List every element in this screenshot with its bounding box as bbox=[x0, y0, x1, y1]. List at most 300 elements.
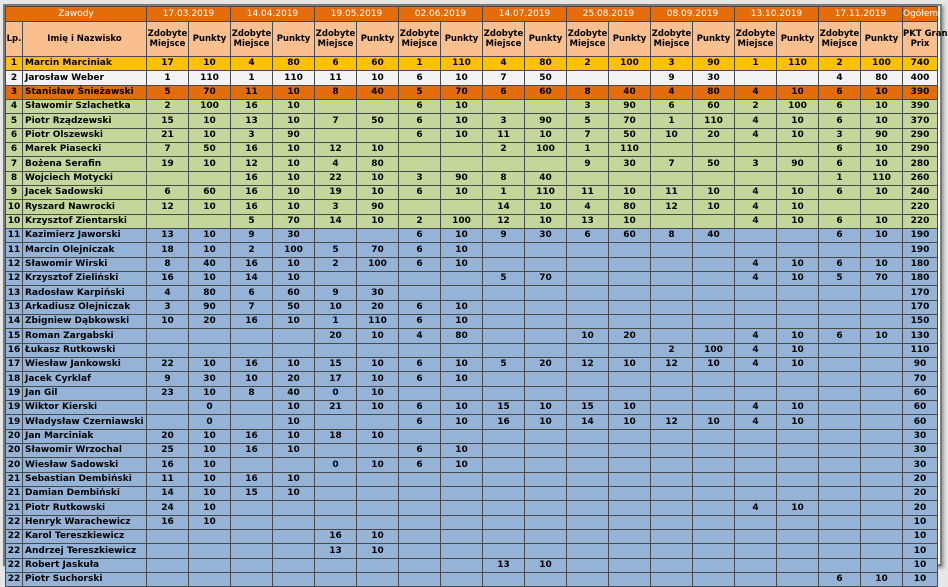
points-cell bbox=[525, 516, 567, 530]
points-cell bbox=[525, 243, 567, 258]
place-cell: 16 bbox=[231, 143, 273, 157]
points-cell bbox=[693, 573, 735, 587]
points-cell: 60 bbox=[273, 286, 315, 301]
table-row bbox=[6, 129, 938, 143]
points-cell bbox=[861, 415, 903, 430]
points-cell: 10 bbox=[861, 573, 903, 587]
place-cell: 11 bbox=[483, 129, 525, 143]
points-cell: 10 bbox=[189, 358, 231, 372]
points-cell bbox=[693, 272, 735, 286]
total-cell: 20 bbox=[903, 501, 938, 516]
place-cell: 9 bbox=[567, 157, 609, 172]
place-cell: 3 bbox=[231, 129, 273, 143]
points-cell: 10 bbox=[441, 243, 483, 258]
points-cell: 90 bbox=[861, 129, 903, 143]
place-cell: 4 bbox=[735, 329, 777, 344]
points-cell bbox=[189, 172, 231, 186]
table-row bbox=[6, 86, 938, 100]
name-cell: Robert Jaskuła bbox=[23, 559, 147, 573]
points-cell bbox=[441, 286, 483, 301]
points-cell: 60 bbox=[609, 229, 651, 243]
place-cell: 1 bbox=[147, 71, 189, 86]
lp-cell: 21 bbox=[6, 473, 23, 487]
points-header: Punkty bbox=[273, 22, 315, 57]
points-cell bbox=[609, 243, 651, 258]
place-cell: 5 bbox=[315, 243, 357, 258]
place-cell bbox=[567, 272, 609, 286]
points-cell bbox=[357, 100, 399, 114]
place-cell: 6 bbox=[483, 86, 525, 100]
place-cell: 6 bbox=[819, 573, 861, 587]
points-cell: 10 bbox=[777, 186, 819, 200]
place-cell bbox=[231, 544, 273, 559]
table-row bbox=[6, 243, 938, 258]
ranking-table bbox=[5, 6, 948, 587]
place-cell: 3 bbox=[483, 114, 525, 129]
points-cell: 10 bbox=[357, 458, 399, 473]
place-cell: 21 bbox=[147, 129, 189, 143]
points-cell bbox=[777, 372, 819, 387]
points-cell: 10 bbox=[273, 430, 315, 444]
date-header: 13.10.2019 bbox=[735, 7, 819, 22]
place-cell: 10 bbox=[315, 301, 357, 315]
points-cell: 10 bbox=[861, 229, 903, 243]
points-cell bbox=[273, 458, 315, 473]
place-cell bbox=[651, 501, 693, 516]
total-cell: 170 bbox=[903, 286, 938, 301]
points-cell: 10 bbox=[273, 143, 315, 157]
total-cell: 240 bbox=[903, 186, 938, 200]
lp-cell: 12 bbox=[6, 258, 23, 272]
total-cell: 280 bbox=[903, 157, 938, 172]
place-cell bbox=[819, 530, 861, 544]
points-cell bbox=[609, 71, 651, 86]
place-cell bbox=[735, 530, 777, 544]
lp-header: Lp. bbox=[6, 22, 23, 57]
place-cell bbox=[483, 573, 525, 587]
place-cell bbox=[399, 473, 441, 487]
points-cell bbox=[693, 301, 735, 315]
total-cell: 740 bbox=[903, 57, 938, 71]
points-cell: 10 bbox=[777, 415, 819, 430]
table-row bbox=[6, 258, 938, 272]
place-cell: 6 bbox=[399, 229, 441, 243]
points-cell bbox=[777, 301, 819, 315]
points-cell: 10 bbox=[357, 172, 399, 186]
place-cell bbox=[651, 172, 693, 186]
name-cell: Stanisław Śnieżawski bbox=[23, 86, 147, 100]
name-cell: Wiesław Sadowski bbox=[23, 458, 147, 473]
table-row bbox=[6, 387, 938, 401]
place-cell: 9 bbox=[147, 372, 189, 387]
place-cell: 6 bbox=[399, 71, 441, 86]
table-row bbox=[6, 215, 938, 229]
total-cell: 10 bbox=[903, 544, 938, 559]
place-cell bbox=[651, 315, 693, 329]
place-cell bbox=[651, 329, 693, 344]
points-cell: 10 bbox=[441, 129, 483, 143]
points-cell bbox=[357, 272, 399, 286]
points-cell bbox=[273, 501, 315, 516]
place-cell bbox=[735, 573, 777, 587]
points-cell: 10 bbox=[357, 329, 399, 344]
total-cell: 30 bbox=[903, 458, 938, 473]
points-cell: 90 bbox=[189, 301, 231, 315]
points-cell: 10 bbox=[273, 157, 315, 172]
place-cell bbox=[483, 458, 525, 473]
place-cell: 12 bbox=[483, 215, 525, 229]
points-cell bbox=[861, 487, 903, 501]
total-cell: 290 bbox=[903, 143, 938, 157]
name-cell: Piotr Rutkowski bbox=[23, 501, 147, 516]
points-cell: 110 bbox=[777, 57, 819, 71]
place-cell bbox=[231, 559, 273, 573]
points-cell bbox=[861, 473, 903, 487]
place-cell: 2 bbox=[399, 215, 441, 229]
place-cell: 15 bbox=[567, 401, 609, 415]
points-cell bbox=[609, 559, 651, 573]
points-cell: 10 bbox=[777, 501, 819, 516]
points-cell bbox=[693, 430, 735, 444]
lp-cell: 8 bbox=[6, 172, 23, 186]
points-cell bbox=[273, 544, 315, 559]
points-cell: 110 bbox=[189, 71, 231, 86]
place-cell bbox=[315, 229, 357, 243]
place-cell: 6 bbox=[399, 401, 441, 415]
place-cell: 4 bbox=[735, 86, 777, 100]
points-cell bbox=[693, 487, 735, 501]
points-cell bbox=[693, 401, 735, 415]
points-cell: 10 bbox=[189, 272, 231, 286]
place-cell bbox=[819, 243, 861, 258]
place-cell: 16 bbox=[231, 186, 273, 200]
points-header: Punkty bbox=[693, 22, 735, 57]
date-header: 14.07.2019 bbox=[483, 7, 567, 22]
points-cell bbox=[693, 444, 735, 458]
place-cell: 12 bbox=[147, 200, 189, 215]
place-cell: 6 bbox=[819, 100, 861, 114]
place-cell: 4 bbox=[735, 200, 777, 215]
place-header-line: Miejsce bbox=[737, 39, 774, 49]
place-cell bbox=[483, 286, 525, 301]
place-cell bbox=[399, 516, 441, 530]
place-cell: 6 bbox=[315, 57, 357, 71]
place-cell: 23 bbox=[147, 387, 189, 401]
place-cell bbox=[483, 258, 525, 272]
place-cell bbox=[483, 501, 525, 516]
place-cell bbox=[567, 487, 609, 501]
points-cell: 110 bbox=[441, 57, 483, 71]
place-cell bbox=[399, 559, 441, 573]
lp-cell: 4 bbox=[6, 100, 23, 114]
place-cell: 9 bbox=[483, 229, 525, 243]
place-cell: 9 bbox=[651, 71, 693, 86]
place-cell: 6 bbox=[567, 229, 609, 243]
total-cell: 170 bbox=[903, 301, 938, 315]
place-cell bbox=[399, 501, 441, 516]
points-cell: 10 bbox=[525, 200, 567, 215]
points-cell: 10 bbox=[441, 358, 483, 372]
place-cell: 20 bbox=[315, 329, 357, 344]
points-cell bbox=[777, 516, 819, 530]
points-cell bbox=[861, 444, 903, 458]
place-cell: 22 bbox=[315, 172, 357, 186]
points-cell: 10 bbox=[609, 186, 651, 200]
points-cell: 0 bbox=[189, 415, 231, 430]
points-cell bbox=[189, 344, 231, 358]
points-cell bbox=[525, 157, 567, 172]
points-cell: 110 bbox=[273, 71, 315, 86]
total-cell: 10 bbox=[903, 516, 938, 530]
place-cell bbox=[483, 157, 525, 172]
points-cell: 10 bbox=[441, 71, 483, 86]
place-cell: 1 bbox=[399, 57, 441, 71]
place-cell bbox=[651, 473, 693, 487]
place-cell: 17 bbox=[315, 372, 357, 387]
points-cell: 10 bbox=[861, 100, 903, 114]
points-cell: 10 bbox=[357, 372, 399, 387]
lp-cell: 19 bbox=[6, 415, 23, 430]
points-cell bbox=[609, 430, 651, 444]
points-cell bbox=[441, 473, 483, 487]
place-cell: 4 bbox=[819, 71, 861, 86]
total-cell: 390 bbox=[903, 86, 938, 100]
place-cell bbox=[399, 387, 441, 401]
points-cell: 10 bbox=[189, 57, 231, 71]
points-cell: 80 bbox=[273, 57, 315, 71]
points-header: Punkty bbox=[861, 22, 903, 57]
place-cell: 10 bbox=[567, 329, 609, 344]
points-cell: 10 bbox=[777, 114, 819, 129]
table-row bbox=[6, 573, 938, 587]
total-cell: 220 bbox=[903, 200, 938, 215]
place-cell: 4 bbox=[651, 86, 693, 100]
place-cell: 5 bbox=[483, 358, 525, 372]
place-cell bbox=[483, 100, 525, 114]
points-cell: 10 bbox=[861, 114, 903, 129]
place-cell bbox=[483, 544, 525, 559]
place-cell: 2 bbox=[483, 143, 525, 157]
points-cell: 100 bbox=[525, 143, 567, 157]
place-cell: 25 bbox=[147, 444, 189, 458]
points-cell bbox=[861, 430, 903, 444]
points-cell bbox=[777, 530, 819, 544]
place-cell: 7 bbox=[315, 114, 357, 129]
place-cell: 7 bbox=[567, 129, 609, 143]
place-cell bbox=[651, 286, 693, 301]
points-cell bbox=[861, 458, 903, 473]
place-cell bbox=[567, 430, 609, 444]
points-cell: 10 bbox=[777, 258, 819, 272]
total-cell: 20 bbox=[903, 473, 938, 487]
points-cell bbox=[441, 544, 483, 559]
points-cell: 50 bbox=[609, 129, 651, 143]
points-cell: 10 bbox=[273, 358, 315, 372]
place-cell bbox=[399, 344, 441, 358]
place-cell bbox=[231, 530, 273, 544]
points-cell bbox=[609, 372, 651, 387]
points-cell bbox=[441, 559, 483, 573]
name-cell: Wiktor Kierski bbox=[23, 401, 147, 415]
place-cell bbox=[819, 415, 861, 430]
points-cell: 10 bbox=[441, 444, 483, 458]
points-cell: 30 bbox=[525, 229, 567, 243]
points-cell: 10 bbox=[861, 258, 903, 272]
total-cell: 10 bbox=[903, 530, 938, 544]
place-cell: 11 bbox=[231, 86, 273, 100]
place-cell bbox=[399, 200, 441, 215]
points-cell: 110 bbox=[357, 315, 399, 329]
points-cell: 10 bbox=[525, 215, 567, 229]
points-cell: 90 bbox=[609, 100, 651, 114]
points-cell: 10 bbox=[357, 401, 399, 415]
place-cell: 5 bbox=[231, 215, 273, 229]
points-cell: 40 bbox=[609, 86, 651, 100]
points-cell: 10 bbox=[525, 401, 567, 415]
total-cell: 260 bbox=[903, 172, 938, 186]
place-cell bbox=[315, 559, 357, 573]
table-row bbox=[6, 401, 938, 415]
points-cell bbox=[693, 258, 735, 272]
total-cell: 370 bbox=[903, 114, 938, 129]
place-cell bbox=[315, 487, 357, 501]
place-cell bbox=[315, 415, 357, 430]
points-cell: 10 bbox=[357, 215, 399, 229]
points-cell bbox=[693, 559, 735, 573]
place-cell: 4 bbox=[399, 329, 441, 344]
points-cell: 10 bbox=[273, 186, 315, 200]
points-cell bbox=[273, 530, 315, 544]
place-cell: 21 bbox=[315, 401, 357, 415]
table-row bbox=[6, 559, 938, 573]
points-cell bbox=[777, 559, 819, 573]
place-cell: 7 bbox=[651, 157, 693, 172]
points-cell: 10 bbox=[777, 86, 819, 100]
points-cell bbox=[693, 372, 735, 387]
name-cell: Zbigniew Dąbkowski bbox=[23, 315, 147, 329]
lp-cell: 20 bbox=[6, 444, 23, 458]
name-cell: Sławomir Wrzochal bbox=[23, 444, 147, 458]
points-cell: 10 bbox=[273, 86, 315, 100]
place-cell: 1 bbox=[483, 186, 525, 200]
date-header: 14.04.2019 bbox=[231, 7, 315, 22]
date-header: 25.08.2019 bbox=[567, 7, 651, 22]
place-cell bbox=[735, 172, 777, 186]
place-cell: 4 bbox=[483, 57, 525, 71]
place-cell: 3 bbox=[567, 100, 609, 114]
table-row bbox=[6, 200, 938, 215]
place-cell: 4 bbox=[735, 415, 777, 430]
points-cell: 10 bbox=[609, 415, 651, 430]
points-cell: 10 bbox=[777, 272, 819, 286]
place-cell bbox=[315, 444, 357, 458]
place-cell bbox=[819, 358, 861, 372]
points-cell bbox=[777, 458, 819, 473]
points-cell: 20 bbox=[273, 372, 315, 387]
place-header bbox=[147, 22, 189, 57]
place-cell bbox=[819, 487, 861, 501]
place-cell bbox=[735, 387, 777, 401]
points-cell bbox=[357, 415, 399, 430]
place-cell bbox=[483, 372, 525, 387]
place-cell: 16 bbox=[483, 415, 525, 430]
name-cell: Jacek Cyrklaf bbox=[23, 372, 147, 387]
name-cell: Marcin Olejniczak bbox=[23, 243, 147, 258]
points-cell bbox=[441, 272, 483, 286]
total-cell: 70 bbox=[903, 372, 938, 387]
total-cell: 10 bbox=[903, 559, 938, 573]
total-cell: 110 bbox=[903, 344, 938, 358]
total-cell: 220 bbox=[903, 215, 938, 229]
place-cell bbox=[399, 544, 441, 559]
points-cell bbox=[861, 530, 903, 544]
place-cell: 8 bbox=[315, 86, 357, 100]
points-cell: 80 bbox=[609, 200, 651, 215]
points-cell bbox=[693, 215, 735, 229]
points-cell: 10 bbox=[189, 444, 231, 458]
place-cell bbox=[567, 559, 609, 573]
place-cell bbox=[819, 286, 861, 301]
points-header: Punkty bbox=[189, 22, 231, 57]
place-cell: 6 bbox=[399, 114, 441, 129]
place-cell bbox=[147, 573, 189, 587]
points-cell: 10 bbox=[189, 114, 231, 129]
place-cell: 6 bbox=[147, 186, 189, 200]
place-cell: 10 bbox=[231, 372, 273, 387]
place-header-line: Zdobyte bbox=[567, 29, 608, 39]
points-cell bbox=[189, 573, 231, 587]
lp-cell: 15 bbox=[6, 329, 23, 344]
place-cell bbox=[567, 344, 609, 358]
place-cell: 19 bbox=[315, 186, 357, 200]
points-cell: 20 bbox=[357, 301, 399, 315]
place-cell bbox=[735, 286, 777, 301]
points-cell bbox=[357, 344, 399, 358]
points-cell: 70 bbox=[609, 114, 651, 129]
total-cell: 30 bbox=[903, 444, 938, 458]
points-cell bbox=[525, 573, 567, 587]
competitions-header: Zawody bbox=[6, 7, 147, 22]
place-cell bbox=[483, 530, 525, 544]
place-cell: 4 bbox=[735, 272, 777, 286]
points-cell: 10 bbox=[189, 229, 231, 243]
place-cell: 6 bbox=[399, 243, 441, 258]
place-cell bbox=[315, 501, 357, 516]
points-cell bbox=[441, 387, 483, 401]
points-cell: 90 bbox=[357, 200, 399, 215]
points-cell bbox=[861, 301, 903, 315]
points-cell bbox=[777, 473, 819, 487]
points-cell bbox=[525, 329, 567, 344]
place-cell bbox=[399, 487, 441, 501]
place-cell bbox=[231, 401, 273, 415]
place-cell: 6 bbox=[399, 100, 441, 114]
points-cell bbox=[609, 286, 651, 301]
points-cell: 20 bbox=[693, 129, 735, 143]
place-cell bbox=[735, 71, 777, 86]
points-cell: 10 bbox=[693, 200, 735, 215]
place-cell: 16 bbox=[231, 430, 273, 444]
place-cell bbox=[231, 344, 273, 358]
place-cell: 0 bbox=[315, 387, 357, 401]
points-cell bbox=[357, 559, 399, 573]
total-cell: 60 bbox=[903, 401, 938, 415]
points-cell: 10 bbox=[777, 329, 819, 344]
place-cell: 3 bbox=[399, 172, 441, 186]
name-cell: Piotr Rządzewski bbox=[23, 114, 147, 129]
place-cell bbox=[147, 530, 189, 544]
place-cell bbox=[567, 172, 609, 186]
